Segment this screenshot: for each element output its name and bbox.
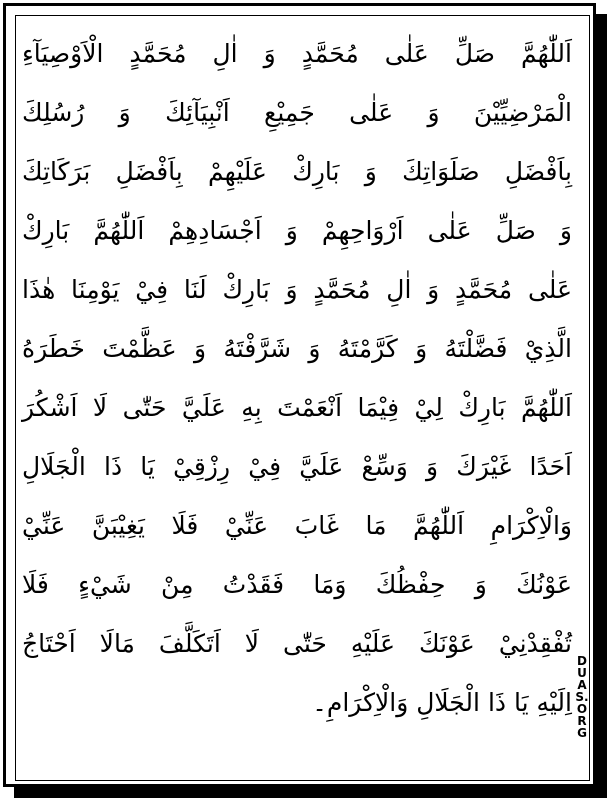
dua-line-3: بِاَفْضَلِ صَلَوَاتِكَ وَ بَارِكْ عَلَيْهِمْ بِاَفْضَلِ بَرَكَاتِكَ [22, 157, 572, 186]
dua-line-7: اَللّٰهُمَّ بَارِكْ لِيْ فِيْمَا اَنْعَمْتَ بِهِ عَلَيَّ حَتّٰى لَا اَشْكُرَ [22, 393, 572, 422]
dua-line-1: اَللّٰهُمَّ صَلِّ عَلٰى مُحَمَّدٍ وَ اٰلِ مُحَمَّدٍ الْاَوْصِيَآءِ [22, 39, 572, 68]
site-watermark: DUAS.ORG [575, 654, 589, 740]
dua-line-10: عَوْنُكَ وَ حِفْظُكَ وَمَا فَقَدْتُ مِنْ شَيْءٍ فَلَا [22, 570, 572, 599]
dua-line-9: وَالْاِكْرَامِ اَللّٰهُمَّ مَا غَابَ عَنِّيْ فَلَا يَغِيْبَنَّ عَنِّيْ [22, 511, 572, 540]
dua-line-8: اَحَدًا غَيْرَكَ وَ وَسِّعْ عَلَيَّ فِيْ رِزْقِيْ يَا ذَا الْجَلَالِ [22, 452, 572, 481]
frame-shadow-right [596, 14, 607, 798]
dua-line-4: وَ صَلِّ عَلٰى اَرْوَاحِهِمْ وَ اَجْسَادِهِمْ اَللّٰهُمَّ بَارِكْ [22, 216, 572, 245]
dua-line-2: الْمَرْضِيِّيْنَ وَ عَلٰى جَمِيْعِ اَنْبِيَآئِكَ وَ رُسُلِكَ [22, 98, 572, 127]
dua-line-11: تُفْقِدْنِيْ عَوْنَكَ عَلَيْهِ حَتّٰى لَا اَتَكَلَّفَ مَالَا اَحْتَاجُ [22, 629, 572, 658]
frame-shadow-bottom [14, 787, 607, 798]
dua-line-12: اِلَيْهِ يَا ذَا الْجَلَالِ وَالْاِكْرَامِ۔ [312, 688, 572, 717]
dua-line-6: الَّذِيْ فَضَّلْتَهُ وَ كَرَّمْتَهُ وَ شَرَّفْتَهُ وَ عَظَّمْتَ خَطَرَهُ [22, 334, 572, 363]
dua-text-block [22, 24, 572, 732]
dua-line-5: عَلٰى مُحَمَّدٍ وَ اٰلِ مُحَمَّدٍ وَ بَارِكْ لَنَا فِيْ يَوْمِنَا هٰذَا [22, 275, 572, 304]
